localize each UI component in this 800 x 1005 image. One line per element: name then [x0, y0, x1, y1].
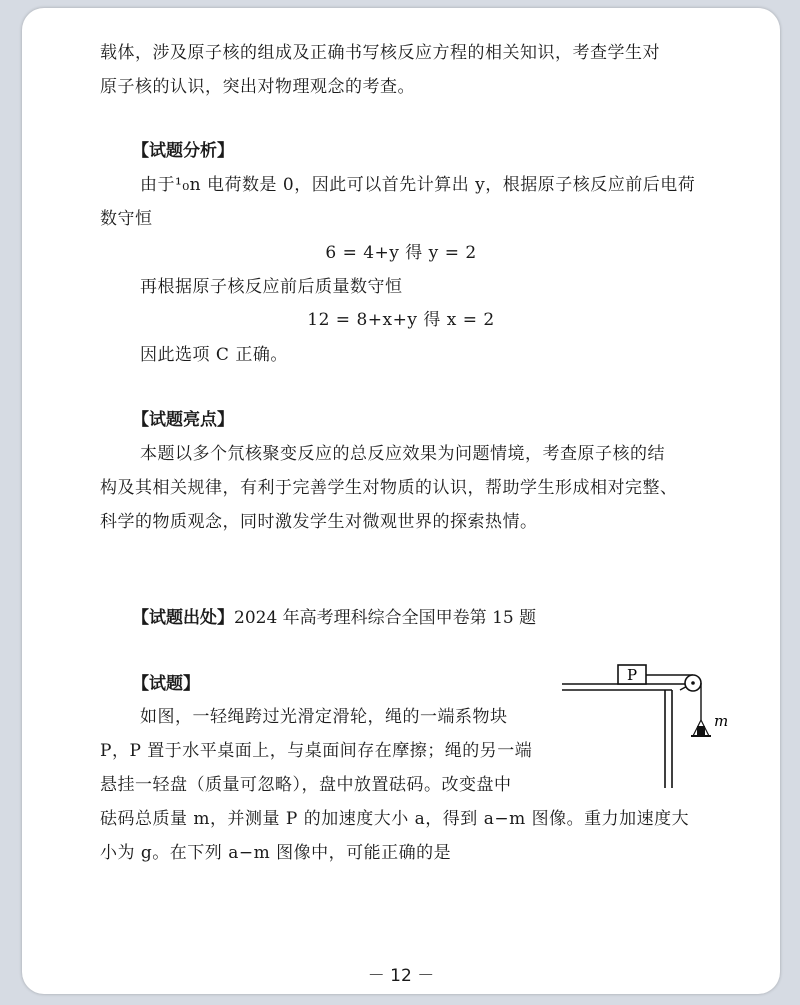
question-line-2: P，P 置于水平桌面上，与桌面间存在摩擦；绳的另一端 [100, 741, 533, 761]
analysis-line-3: 再根据原子核反应前后质量数守恒 [140, 277, 403, 297]
analysis-heading: 【试题分析】 [132, 141, 234, 161]
highlight-line-3: 科学的物质观念，同时激发学生对微观世界的探索热情。 [100, 512, 538, 532]
analysis-line-4: 因此选项 C 正确。 [140, 345, 288, 365]
intro-line-1: 载体，涉及原子核的组成及正确书写核反应方程的相关知识，考查学生对 [100, 43, 660, 63]
source-heading [132, 603, 536, 628]
question-line-4: 砝码总质量 m，并测量 P 的加速度大小 a，得到 a−m 图像。重力加速度大 [100, 809, 690, 829]
analysis-line-2: 数守恒 [100, 209, 153, 229]
equation-2: 12 = 8+x+y 得 x = 2 [307, 310, 495, 330]
analysis-line-1: 由于¹₀n 电荷数是 0，因此可以首先计算出 y，根据原子核反应前后电荷 [140, 175, 696, 195]
highlight-heading: 【试题亮点】 [132, 410, 234, 430]
question-line-5: 小为 g。在下列 a−m 图像中，可能正确的是 [100, 843, 452, 863]
highlight-line-2: 构及其相关规律，有利于完善学生对物质的认识，帮助学生形成相对完整、 [100, 478, 678, 498]
question-heading: 【试题】 [132, 674, 200, 694]
highlight-line-1: 本题以多个氘核聚变反应的总反应效果为问题情境，考查原子核的结 [140, 444, 665, 464]
block-p-label: P [626, 666, 638, 684]
source-label: 【试题出处】 [132, 608, 234, 628]
pulley-diagram [562, 656, 742, 788]
question-line-3: 悬挂一轻盘（质量可忽略），盘中放置砝码。改变盘中 [100, 775, 512, 795]
page-number: － 12 － [367, 966, 435, 986]
equation-1: 6 = 4+y 得 y = 2 [325, 243, 477, 263]
document-page [22, 8, 780, 994]
weight-stack [697, 726, 705, 735]
source-text: 2024 年高考理科综合全国甲卷第 15 题 [234, 608, 537, 628]
mass-label: m [714, 712, 729, 730]
question-line-1: 如图，一轻绳跨过光滑定滑轮，绳的一端系物块 [140, 707, 508, 727]
pulley-axle [691, 681, 695, 685]
intro-line-2: 原子核的认识，突出对物理观念的考查。 [100, 77, 415, 97]
